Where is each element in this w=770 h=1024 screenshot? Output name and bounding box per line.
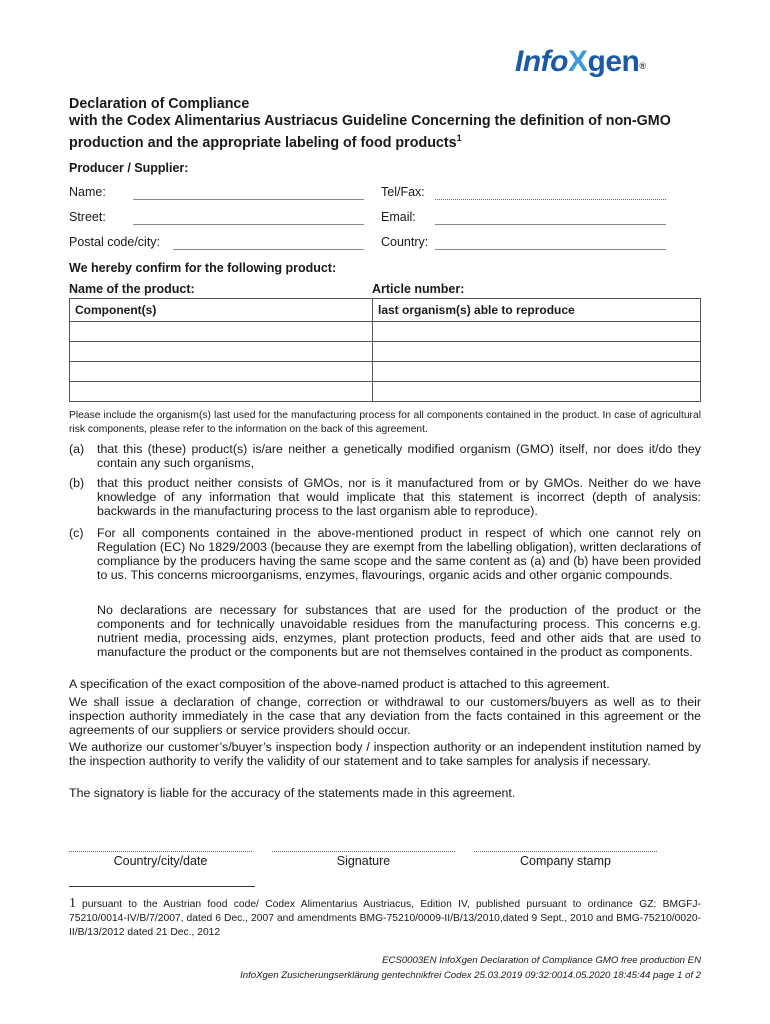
statement-b [69,476,701,518]
tel-fax-field[interactable] [435,199,666,200]
title-line-2-text: with the Codex Alimentarius Austriacus Guideline Concerning the definition of non-GMO production and the appropriate labeling of food products [69,113,671,151]
country-label: Country: [381,235,429,249]
document-code: ECS0003EN InfoXgen Declaration of Compliance GMO free production EN [382,955,701,966]
table-cell[interactable] [70,362,373,382]
table-cell[interactable] [70,382,373,402]
footnote-divider [69,886,255,887]
table-cell[interactable] [373,322,701,342]
company-stamp-label: Company stamp [519,854,611,868]
table-cell[interactable] [70,322,373,342]
statement-c [69,526,701,582]
table-cell[interactable] [373,382,701,402]
document-revision: InfoXgen Zusicherungserklärung gentechnikfrei Codex 25.03.2019 09:32:0014.05.2020 18:45:44 page 1 of 2 [240,970,701,981]
statement-text: For all components contained in the above-mentioned product in respect of which one cannot rely on Regulation (EC) No 1829/2003 (because they are exempt from the labelling obligation), written declarations of compliance by the producers having the same scope and the same content as (a) and (b) have been provided to us. This concerns microorganisms, enzymes, flavourings, organic acids and other organic compounds. [97,526,701,582]
name-field[interactable] [133,199,364,200]
logo-x-text: X [567,45,588,78]
name-label: Name: [69,185,106,199]
footnote-text: pursuant to the Austrian food code/ Codex Alimentarius Austriacus, Edition IV, published pursuant to ordinance GZ: BMGFJ-75210/0014-IV/B/7/2007, dated 6 Dec., 2007 and amendments BMG-75210/0009-II/B/13/2010,dated 9 Sept., 2010 and BMG-75210/0020-II/B/13/2012 dated 21 Dec., 2012 [69,899,701,938]
statement-marker: (a) [69,442,85,456]
statement-c-extra-text: No declarations are necessary for substances that are used for the production of the product or the components and for technically unavoidable residues from the manufacturing process. This concerns e.g. nutrient media, processing aids, enzymes, plant protection products, feed and other aids that are used to manufacture the product or the components but are not themselves contained in the product as components. [97,603,701,659]
place-date-label: Country/city/date [113,854,208,868]
article-number-label: Article number: [372,282,465,296]
registered-mark: ® [639,61,646,71]
company-stamp-line[interactable] [474,851,657,852]
country-field[interactable] [435,249,666,250]
paragraph-specification: A specification of the exact composition of the above-named product is attached to this agreement. [69,677,610,691]
paragraph-change-declaration: We shall issue a declaration of change, correction or withdrawal to our customers/buyers as well as to their inspection authority immediately in the case that any deviation from the facts contained in this agreement or the agreements of our suppliers or service providers should occur. [69,695,701,737]
footnote-number: 1 [69,896,76,911]
producer-heading: Producer / Supplier: [69,161,189,175]
table-header-row [70,299,701,322]
tel-fax-label: Tel/Fax: [381,185,425,199]
title-line-2 [69,113,709,152]
street-label: Street: [69,210,106,224]
table-row [70,322,701,342]
table-row [70,362,701,382]
signature-line[interactable] [272,851,455,852]
logo-info-text: Info [515,45,568,78]
email-label: Email: [381,210,416,224]
signature-label: Signature [336,854,391,868]
components-column-header: Component(s) [70,299,373,322]
table-note: Please include the organism(s) last used for the manufacturing process for all components contained in the product. In case of agricultural risk components, please refer to the information on the back of this agreement. [69,410,701,435]
table-cell[interactable] [373,342,701,362]
table-cell[interactable] [373,362,701,382]
table-cell[interactable] [70,342,373,362]
components-table [69,298,701,402]
logo-wordmark [515,45,645,78]
postal-field[interactable] [173,249,364,250]
postal-label: Postal code/city: [69,235,161,249]
statement-a [69,442,701,470]
page-title [69,96,709,152]
place-date-line[interactable] [69,851,252,852]
confirm-heading: We hereby confirm for the following product: [69,261,337,275]
paragraph-liability: The signatory is liable for the accuracy of the statements made in this agreement. [69,786,516,800]
footnote [69,897,701,940]
organism-column-header: last organism(s) able to reproduce [373,299,701,322]
statement-text: that this (these) product(s) is/are neither a genetically modified organism (GMO) itself, nor does it/do they contain any such organisms, [97,442,701,470]
product-name-label: Name of the product: [69,282,195,296]
statement-text: that this product neither consists of GMOs, nor is it manufactured from or by GMOs. Neither do we have knowledge of any information that would implicate that this statement is incorrect (depth of analysis: backwards in the manufacturing process to the last organism able to reproduce). [97,476,701,518]
infoxgen-logo [515,40,705,84]
statement-marker: (c) [69,526,84,540]
street-field[interactable] [133,224,364,225]
title-line-1: Declaration of Compliance [69,96,250,112]
table-row [70,382,701,402]
paragraph-authorization: We authorize our customer’s/buyer’s inspection body / inspection authority or an independent institution named by the inspection authority to verify the validity of our statement and to take samples for analysis if necessary. [69,740,701,768]
title-footnote-ref: 1 [456,133,462,143]
statement-c-extra [69,603,701,659]
table-row [70,342,701,362]
email-field[interactable] [435,224,666,225]
statement-marker: (b) [69,476,85,490]
logo-gen-text: gen [587,45,640,78]
